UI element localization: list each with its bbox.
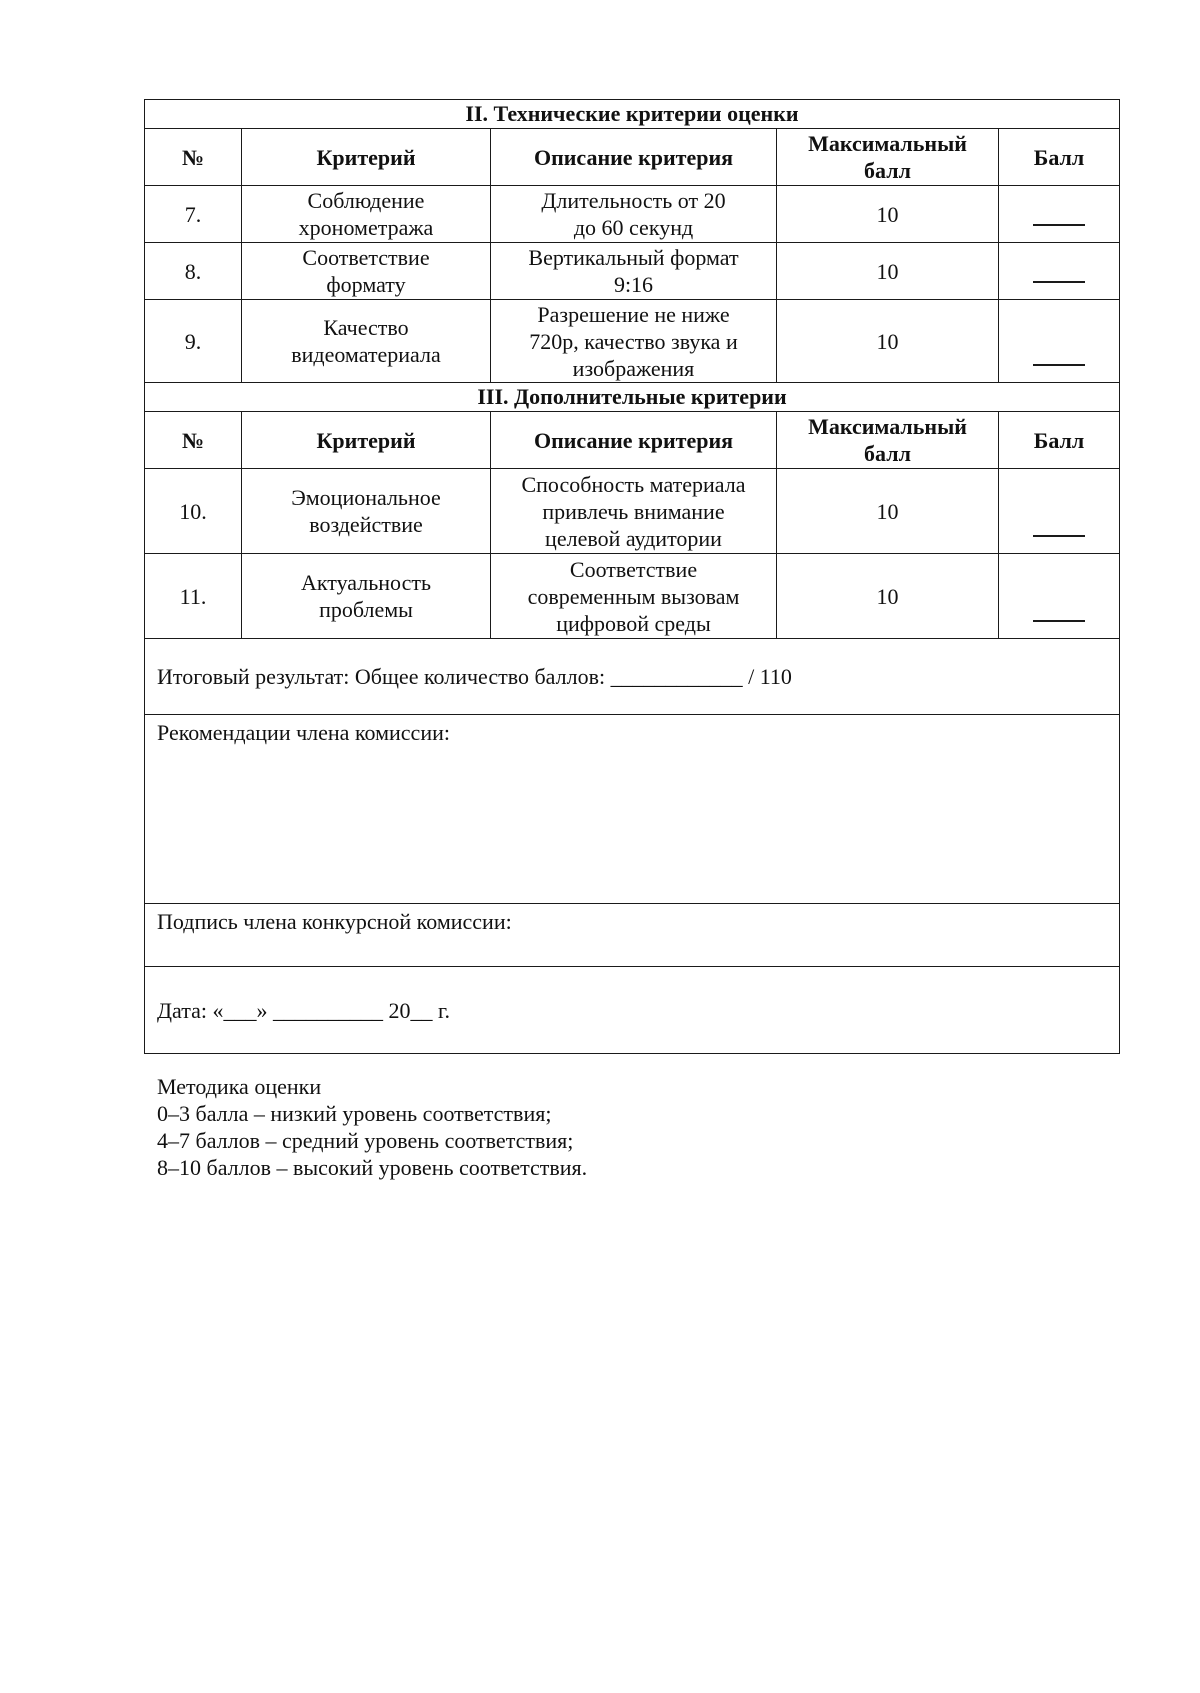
row-description [491,243,777,300]
methodology-line: 8–10 баллов – высокий уровень соответствия. [157,1155,588,1180]
table-row [145,554,1120,639]
row-description [491,300,777,383]
criterion-line: воздействие [309,512,423,537]
header-description: Описание критерия [491,412,777,469]
row-criterion [242,554,491,639]
description-line: современным вызовам [527,583,740,609]
row-description [491,469,777,554]
description-line: 9:16 [613,272,654,297]
row-num: 11. [145,554,242,639]
methodology-line: 0–3 балла – низкий уровень соответствия; [157,1101,552,1126]
description-line: цифровой среды [556,610,711,636]
row-max-score: 10 [777,554,999,639]
description-line: Длительность от 20 [541,188,726,213]
table-row [145,243,1120,300]
row-num: 10. [145,469,242,554]
criterion-line: Соблюдение [307,188,425,213]
criterion-line: видеоматериала [291,342,441,367]
row-max-score: 10 [777,300,999,383]
table-row [145,186,1120,243]
row-criterion [242,469,491,554]
description-line: изображения [572,355,695,381]
section-2-title-row [145,100,1120,129]
criterion-line: Эмоциональное [291,485,441,510]
description-line: до 60 секунд [573,215,694,240]
row-max-score: 10 [777,186,999,243]
description-line: Соответствие [569,556,698,582]
description-line: Способность материала [521,471,746,497]
header-num: № [145,412,242,469]
header-max-line2: балл [864,441,911,466]
criterion-line: Соответствие [302,245,430,270]
score-blank[interactable] [999,469,1120,554]
header-description: Описание критерия [491,129,777,186]
header-max-line1: Максимальный [808,131,967,156]
description-line: Разрешение не ниже [537,301,730,327]
criterion-line: формату [326,272,406,297]
criterion-line: Качество [323,315,409,340]
score-blank[interactable] [999,554,1120,639]
header-num: № [145,129,242,186]
score-blank-line [1033,535,1085,537]
row-criterion [242,300,491,383]
header-max-score [777,412,999,469]
row-criterion [242,243,491,300]
score-blank[interactable] [999,300,1120,383]
row-max-score: 10 [777,243,999,300]
total-result[interactable]: Итоговый результат: Общее количество баллов: ____________ / 110 [145,639,1120,715]
header-criterion: Критерий [242,129,491,186]
table-row [145,469,1120,554]
recommendations-row [145,715,1120,904]
criterion-line: проблемы [319,597,413,622]
methodology-line: 4–7 баллов – средний уровень соответствия; [157,1128,574,1153]
description-line: Вертикальный формат [528,245,739,270]
header-criterion: Критерий [242,412,491,469]
header-score: Балл [999,412,1120,469]
score-blank-line [1033,620,1085,622]
table-row [145,300,1120,383]
section-2-header-row [145,129,1120,186]
row-max-score: 10 [777,469,999,554]
row-criterion [242,186,491,243]
score-blank-line [1033,224,1085,226]
criterion-line: Актуальность [300,570,432,595]
description-line: привлечь внимание [542,498,725,524]
signature-row [145,904,1120,967]
section-3-title: III. Дополнительные критерии [145,383,1120,412]
description-line: целевой аудитории [545,525,722,551]
description-line: 720p, качество звука и [529,328,738,354]
row-description [491,186,777,243]
section-3-header-row [145,412,1120,469]
header-max-line2: балл [864,158,911,183]
row-num: 8. [145,243,242,300]
score-blank-line [1033,364,1085,366]
criterion-line: хронометража [298,215,434,240]
row-description [491,554,777,639]
date-row [145,967,1120,1054]
methodology-title: Методика оценки [157,1074,322,1099]
header-max-score [777,129,999,186]
header-score: Балл [999,129,1120,186]
section-3-title-row [145,383,1120,412]
recommendations-field[interactable]: Рекомендации члена комиссии: [145,715,1120,904]
date-field[interactable]: Дата: «___» __________ 20__ г. [145,967,1120,1054]
criteria-table [144,99,1120,1054]
signature-field[interactable]: Подпись члена конкурсной комиссии: [145,904,1120,967]
score-blank-line [1033,281,1085,283]
total-result-row [145,639,1120,715]
score-blank[interactable] [999,186,1120,243]
score-blank[interactable] [999,243,1120,300]
methodology-notes [157,1073,587,1181]
row-num: 7. [145,186,242,243]
row-num: 9. [145,300,242,383]
header-max-line1: Максимальный [808,414,967,439]
section-2-title: II. Технические критерии оценки [145,100,1120,129]
